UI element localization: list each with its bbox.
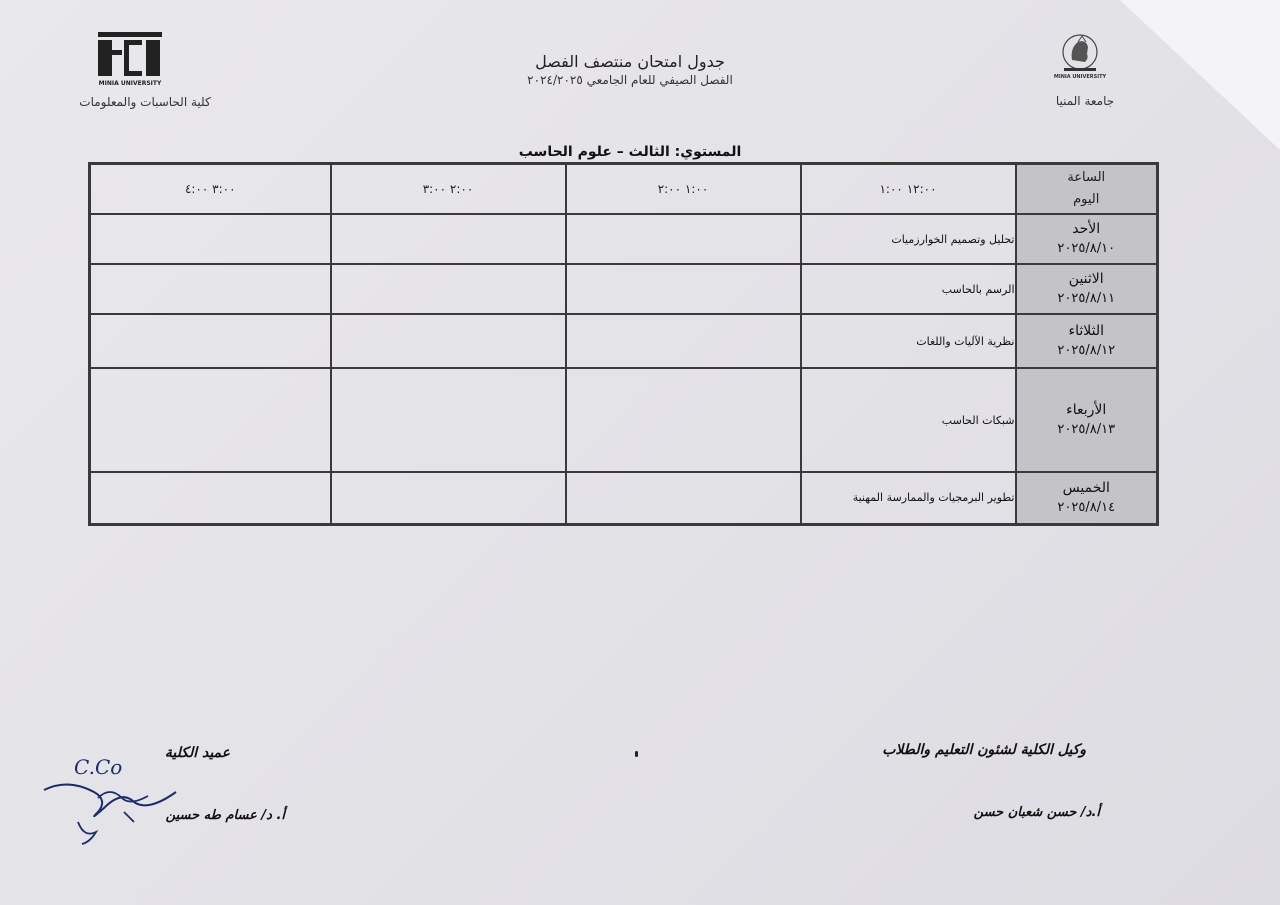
level-heading: المستوي: الثالث – علوم الحاسب (518, 144, 742, 160)
day-cell (1016, 214, 1158, 264)
university-logo-text: MINIA UNIVERSITY (1053, 74, 1107, 80)
corner-header (1016, 164, 1158, 215)
day-date: ٢٠٢٥/٨/١٠ (1057, 241, 1116, 256)
empty-cell (566, 368, 801, 472)
empty-cell (566, 472, 801, 524)
course-cell: تطوير البرمجيات والممارسة المهنية (801, 472, 1016, 524)
fci-logo-text: FCI (130, 30, 132, 31)
vice-dean-title: وكيل الكلية لشئون التعليم والطلاب (882, 742, 1086, 758)
empty-cell (90, 472, 331, 524)
empty-cell (90, 264, 331, 314)
dean-name: أ. د/ عسام طه حسين (165, 808, 285, 823)
day-name: الأربعاء (1066, 402, 1107, 418)
time-slot-header: ١:٠٠ ٢:٠٠ (566, 164, 801, 215)
fci-logo-subtext: MINIA UNIVERSITY (98, 80, 162, 87)
fci-logo-icon (96, 30, 164, 88)
day-cell (1016, 368, 1158, 472)
document-subtitle: الفصل الصيفي للعام الجامعي ٢٠٢٤/٢٠٢٥ (527, 73, 733, 87)
day-cell (1016, 472, 1158, 524)
empty-cell (566, 314, 801, 368)
handwritten-signature-icon (38, 742, 198, 852)
table-row (90, 214, 1158, 264)
day-cell (1016, 314, 1158, 368)
empty-cell (331, 472, 566, 524)
course-cell: تحليل وتصميم الخوارزميات (801, 214, 1016, 264)
document-title: جدول امتحان منتصف الفصل (535, 52, 725, 71)
page-corner-fold (1120, 0, 1280, 150)
day-date: ٢٠٢٥/٨/١٤ (1057, 499, 1116, 515)
university-name: جامعة المنيا (1055, 94, 1115, 108)
empty-cell (90, 368, 331, 472)
day-date: ٢٠٢٥/٨/١٣ (1057, 422, 1116, 437)
course-cell: نظرية الآليات واللغات (801, 314, 1016, 368)
day-name: الاثنين (1068, 271, 1104, 287)
ink-dot (635, 751, 638, 757)
empty-cell (566, 264, 801, 314)
time-slot-header: ٢:٠٠ ٣:٠٠ (331, 164, 566, 215)
empty-cell (331, 264, 566, 314)
day-date: ٢٠٢٥/٨/١١ (1057, 291, 1116, 306)
empty-cell (566, 214, 801, 264)
table-row (90, 264, 1158, 314)
vice-dean-name: أ.د/ حسن شعبان حسن (973, 805, 1100, 820)
title-block (460, 52, 800, 87)
empty-cell (90, 214, 331, 264)
empty-cell (331, 314, 566, 368)
corner-header-time: الساعة (1067, 170, 1106, 185)
corner-header-day: اليوم (1073, 192, 1100, 207)
time-slot-header: ٣:٠٠ ٤:٠٠ (90, 164, 331, 215)
table-row (90, 368, 1158, 472)
day-name: الأحد (1072, 221, 1101, 237)
signature-note: C.Co (74, 755, 123, 779)
minia-university-logo-icon (1052, 30, 1108, 80)
table-header-row (90, 164, 1158, 215)
course-cell: شبكات الحاسب (801, 368, 1016, 472)
day-name: الخميس (1062, 479, 1110, 496)
time-slot-header: ١٢:٠٠ ١:٠٠ (801, 164, 1016, 215)
course-cell: الرسم بالحاسب (801, 264, 1016, 314)
exam-schedule-table (88, 162, 1159, 526)
empty-cell (331, 214, 566, 264)
faculty-name: كلية الحاسبات والمعلومات (79, 95, 211, 109)
day-cell (1016, 264, 1158, 314)
empty-cell (90, 314, 331, 368)
dean-title: عميد الكلية (164, 745, 230, 761)
table-row (90, 314, 1158, 368)
day-name: الثلاثاء (1068, 323, 1104, 339)
table-row (90, 472, 1158, 524)
day-date: ٢٠٢٥/٨/١٢ (1057, 343, 1116, 358)
empty-cell (331, 368, 566, 472)
